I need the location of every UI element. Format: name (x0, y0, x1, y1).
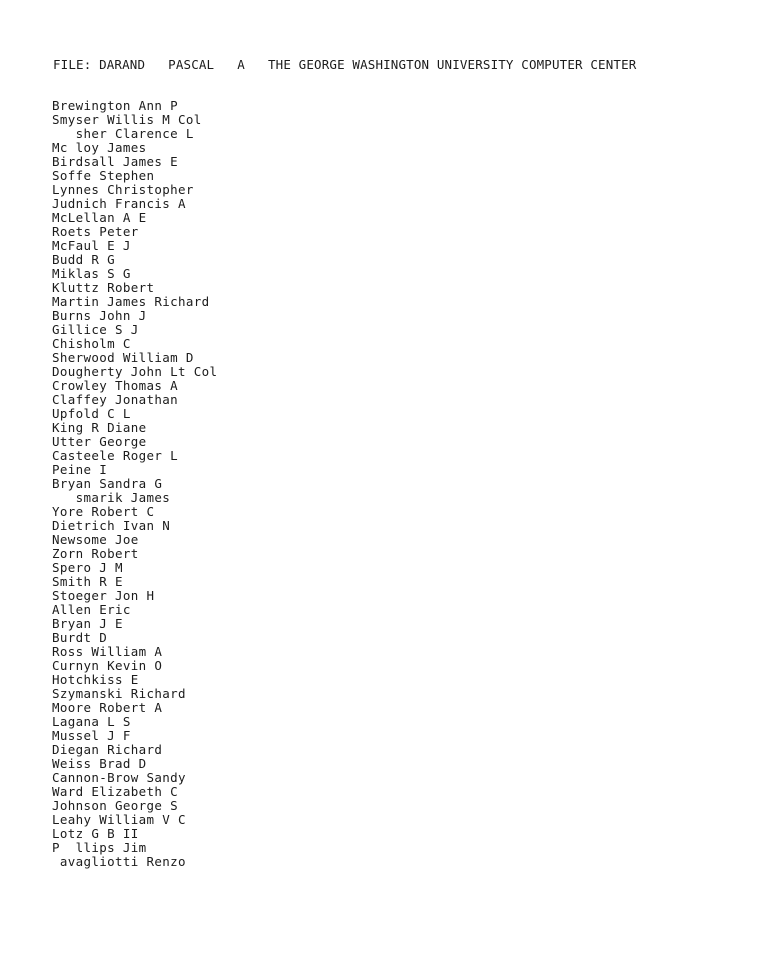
name-entry: King R Diane (52, 420, 147, 435)
name-entry: Dougherty John Lt Col (52, 364, 218, 379)
name-entry: Mussel J F (52, 728, 131, 743)
name-entry: avagliotti Renzo (52, 854, 186, 869)
name-entry: Kluttz Robert (52, 280, 155, 295)
name-list (52, 99, 217, 869)
name-entry: Allen Eric (52, 602, 131, 617)
name-entry: Lotz G B II (52, 826, 139, 841)
name-entry: Ross William A (52, 644, 163, 659)
name-entry: Chisholm C (52, 336, 131, 351)
name-entry: Smith R E (52, 574, 123, 589)
name-entry: Weiss Brad D (52, 756, 147, 771)
name-entry: Curnyn Kevin O (52, 658, 163, 673)
name-entry: Mc loy James (52, 140, 147, 155)
name-entry: Birdsall James E (52, 154, 179, 169)
file-type: PASCAL (168, 57, 215, 72)
name-entry: Newsome Joe (52, 532, 139, 547)
name-entry: Ward Elizabeth C (52, 784, 179, 799)
name-entry: McLellan A E (52, 210, 147, 225)
name-entry: Sherwood William D (52, 350, 194, 365)
name-entry: Crowley Thomas A (52, 378, 179, 393)
file-mode: A (237, 57, 245, 72)
name-entry: Diegan Richard (52, 742, 163, 757)
name-entry: Leahy William V C (52, 812, 186, 827)
name-entry: Judnich Francis A (52, 196, 186, 211)
name-entry: Lagana L S (52, 714, 131, 729)
name-entry: Brewington Ann P (52, 98, 179, 113)
name-entry: Spero J M (52, 560, 123, 575)
name-entry: sher Clarence L (52, 126, 194, 141)
name-entry: Bryan Sandra G (52, 476, 163, 491)
name-entry: Roets Peter (52, 224, 139, 239)
name-entry: Utter George (52, 434, 147, 449)
name-entry: Peine I (52, 462, 108, 477)
name-entry: Zorn Robert (52, 546, 139, 561)
name-entry: Smyser Willis M Col (52, 112, 202, 127)
name-entry: Burns John J (52, 308, 147, 323)
name-entry: Bryan J E (52, 616, 123, 631)
file-name: DARAND (99, 57, 146, 72)
name-entry: P llips Jim (52, 840, 147, 855)
name-entry: Miklas S G (52, 266, 131, 281)
name-entry: Claffey Jonathan (52, 392, 179, 407)
name-entry: Johnson George S (52, 798, 179, 813)
name-entry: McFaul E J (52, 238, 131, 253)
name-entry: Moore Robert A (52, 700, 163, 715)
file-header (53, 57, 636, 73)
name-entry: Hotchkiss E (52, 672, 139, 687)
name-entry: Martin James Richard (52, 294, 210, 309)
name-entry: Szymanski Richard (52, 686, 186, 701)
name-entry: Casteele Roger L (52, 448, 179, 463)
name-entry: Gillice S J (52, 322, 139, 337)
name-entry: Stoeger Jon H (52, 588, 155, 603)
file-label: FILE: (53, 57, 92, 72)
name-entry: smarik James (52, 490, 171, 505)
name-entry: Soffe Stephen (52, 168, 155, 183)
institution-name: THE GEORGE WASHINGTON UNIVERSITY COMPUTER CENTER (267, 57, 637, 72)
name-entry: Cannon-Brow Sandy (52, 770, 186, 785)
name-entry: Yore Robert C (52, 504, 155, 519)
name-entry: Burdt D (52, 630, 108, 645)
name-entry: Lynnes Christopher (52, 182, 194, 197)
name-entry: Upfold C L (52, 406, 131, 421)
name-entry: Dietrich Ivan N (52, 518, 171, 533)
name-entry: Budd R G (52, 252, 116, 267)
